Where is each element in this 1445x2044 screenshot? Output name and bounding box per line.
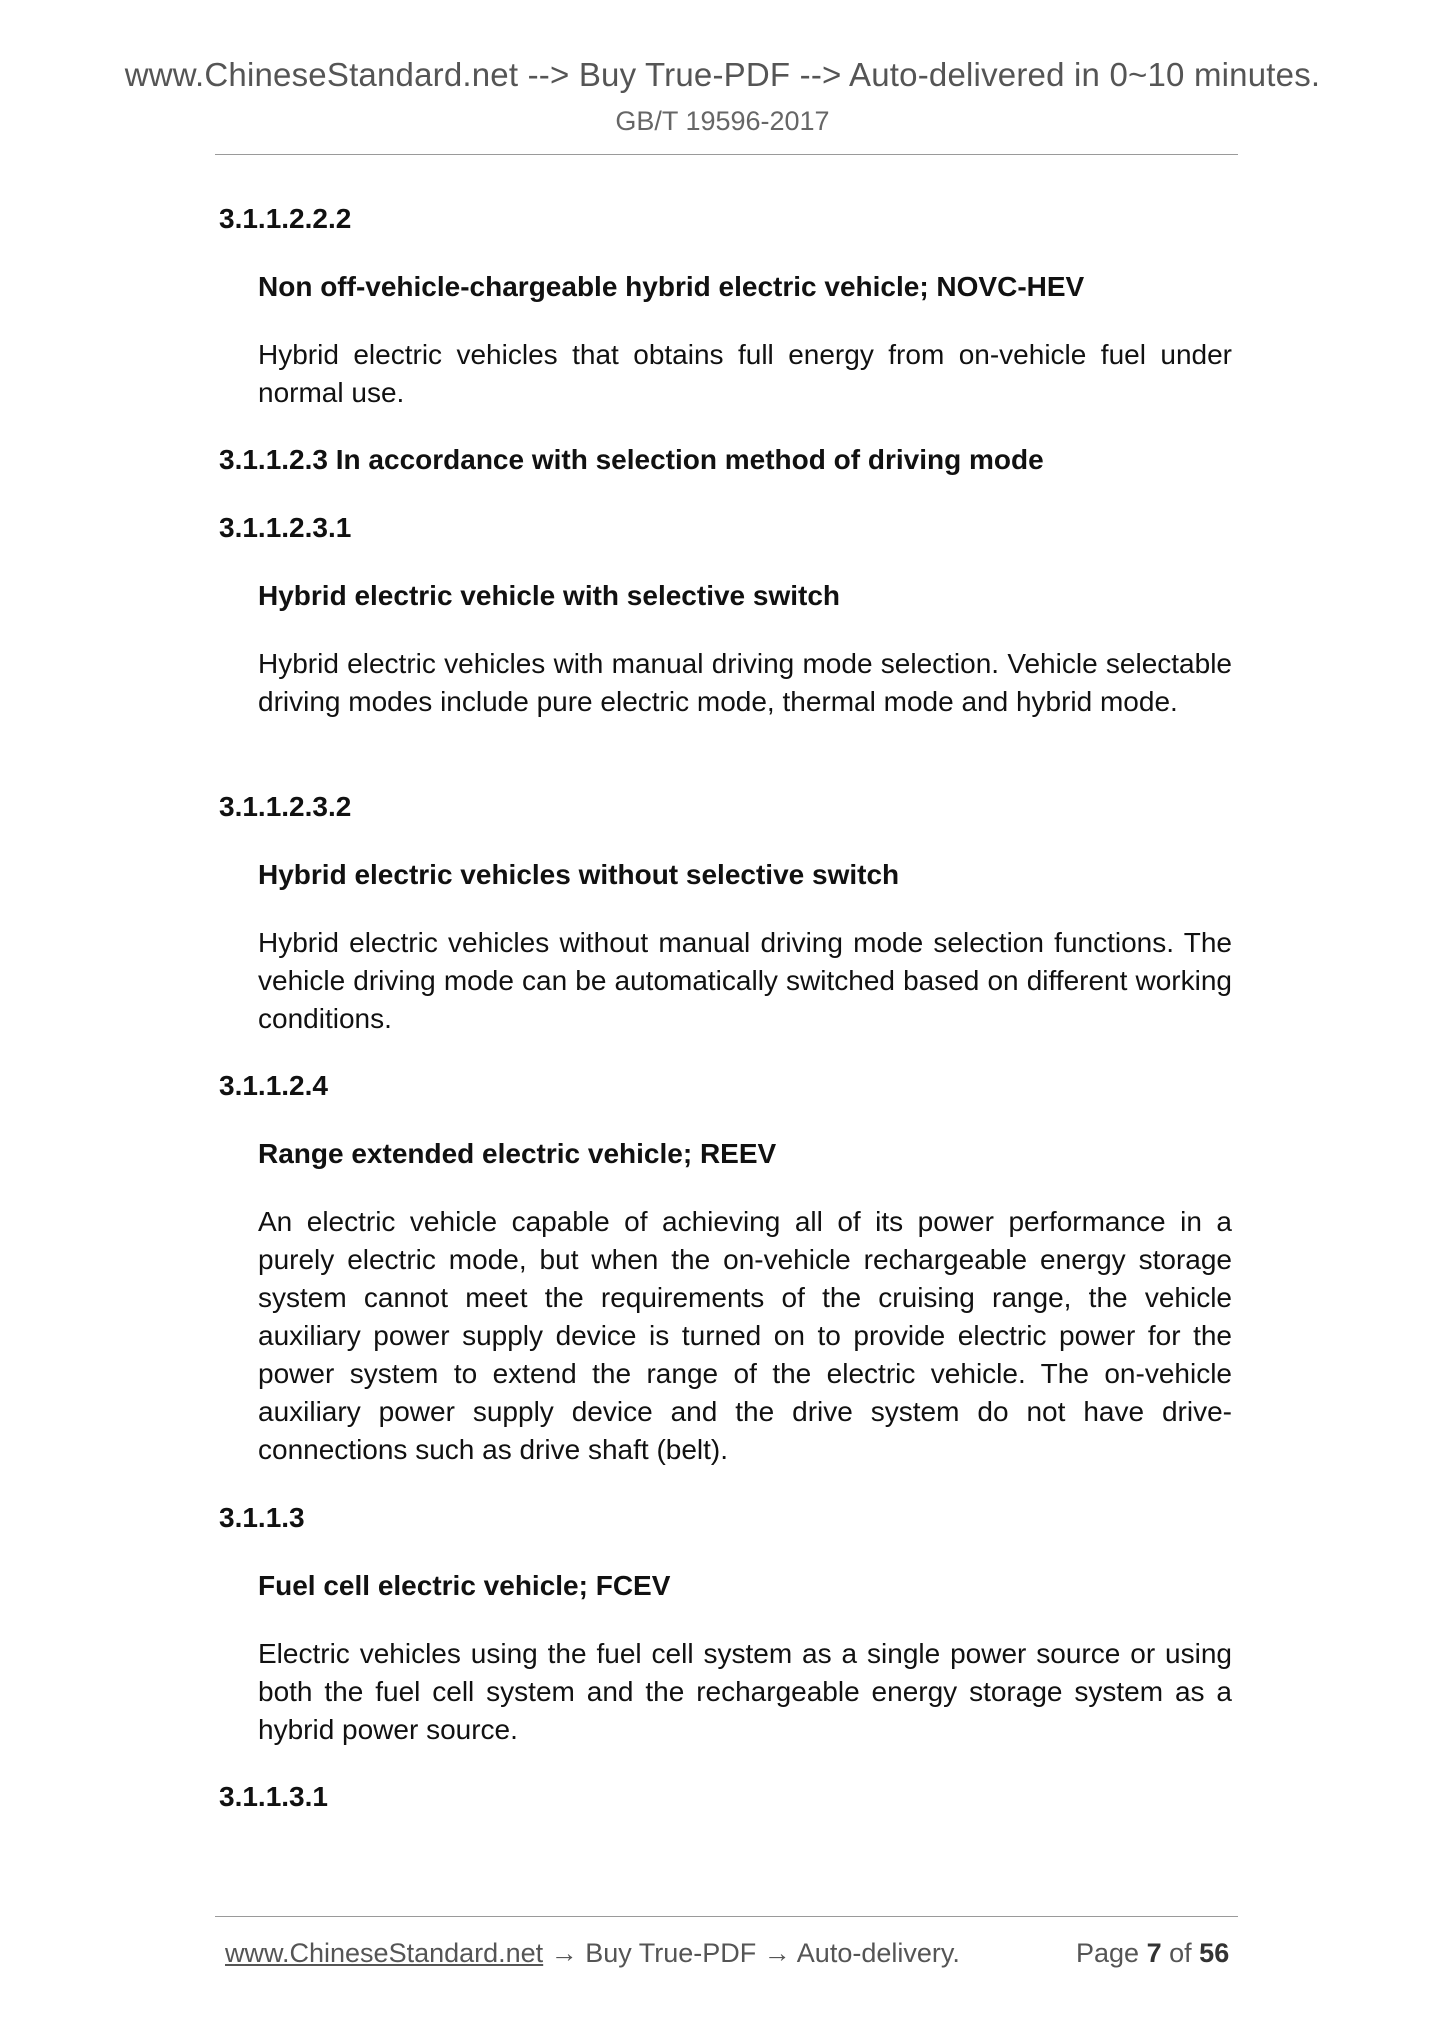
website-link[interactable]: www.ChineseStandard.net	[225, 1938, 544, 1968]
term-definition: Hybrid electric vehicles that obtains full energy from on-vehicle fuel under normal use.	[258, 339, 1232, 408]
header-banner: www.ChineseStandard.net --> Buy True-PDF --> Auto-delivered in 0~10 minutes.	[124, 56, 1321, 93]
auto-delivery-text: Auto-delivery.	[796, 1938, 960, 1968]
clause-number: 3.1.1.2.3.2	[219, 791, 352, 822]
page-indicator	[1076, 1935, 1229, 1971]
header-divider	[215, 154, 1238, 155]
buy-pdf-text: Buy True-PDF	[585, 1938, 757, 1968]
term-definition: Hybrid electric vehicles with manual driving mode selection. Vehicle selectable driving modes include pure electric mode, thermal mode and hybrid mode.	[258, 648, 1232, 717]
term-title: Hybrid electric vehicles without selective switch	[258, 859, 900, 890]
page-current: 7	[1146, 1938, 1162, 1968]
page-total: 56	[1199, 1938, 1230, 1968]
arrow-right-icon: →	[550, 1938, 578, 1968]
term-title: Hybrid electric vehicle with selective switch	[258, 580, 841, 611]
clause-number: 3.1.1.2.4	[219, 1070, 328, 1101]
term-title: Fuel cell electric vehicle; FCEV	[258, 1570, 671, 1601]
clause-heading: 3.1.1.2.3 In accordance with selection method of driving mode	[219, 444, 1044, 475]
standard-number: GB/T 19596-2017	[615, 106, 830, 136]
clause-number: 3.1.1.3	[219, 1502, 305, 1533]
term-definition: Hybrid electric vehicles without manual driving mode selection functions. The vehicle driving mode can be automatically switched based on different working conditions.	[258, 927, 1232, 1034]
clause-number: 3.1.1.3.1	[219, 1781, 328, 1812]
footer-links	[225, 1935, 960, 1971]
page-label: Page	[1076, 1938, 1140, 1968]
clause-number: 3.1.1.2.2.2	[219, 203, 352, 234]
term-title: Non off-vehicle-chargeable hybrid electric vehicle; NOVC-HEV	[258, 271, 1085, 302]
clause-number: 3.1.1.2.3.1	[219, 512, 352, 543]
footer-divider	[215, 1916, 1238, 1917]
term-title: Range extended electric vehicle; REEV	[258, 1138, 777, 1169]
page-of: of	[1169, 1938, 1192, 1968]
arrow-right-icon: →	[763, 1938, 791, 1968]
term-definition: Electric vehicles using the fuel cell system as a single power source or using both the fuel cell system and the rechargeable energy storage system as a hybrid power source.	[258, 1638, 1232, 1745]
term-definition: An electric vehicle capable of achieving all of its power performance in a purely electric mode, but when the on-vehicle rechargeable energy storage system cannot meet the requirements of the cruising range, the vehicle auxiliary power supply device is turned on to provide electric power for the power system to extend the range of the electric vehicle. The on-vehicle auxiliary power supply device and the drive system do not have drive-connections such as drive shaft (belt).	[258, 1206, 1232, 1465]
